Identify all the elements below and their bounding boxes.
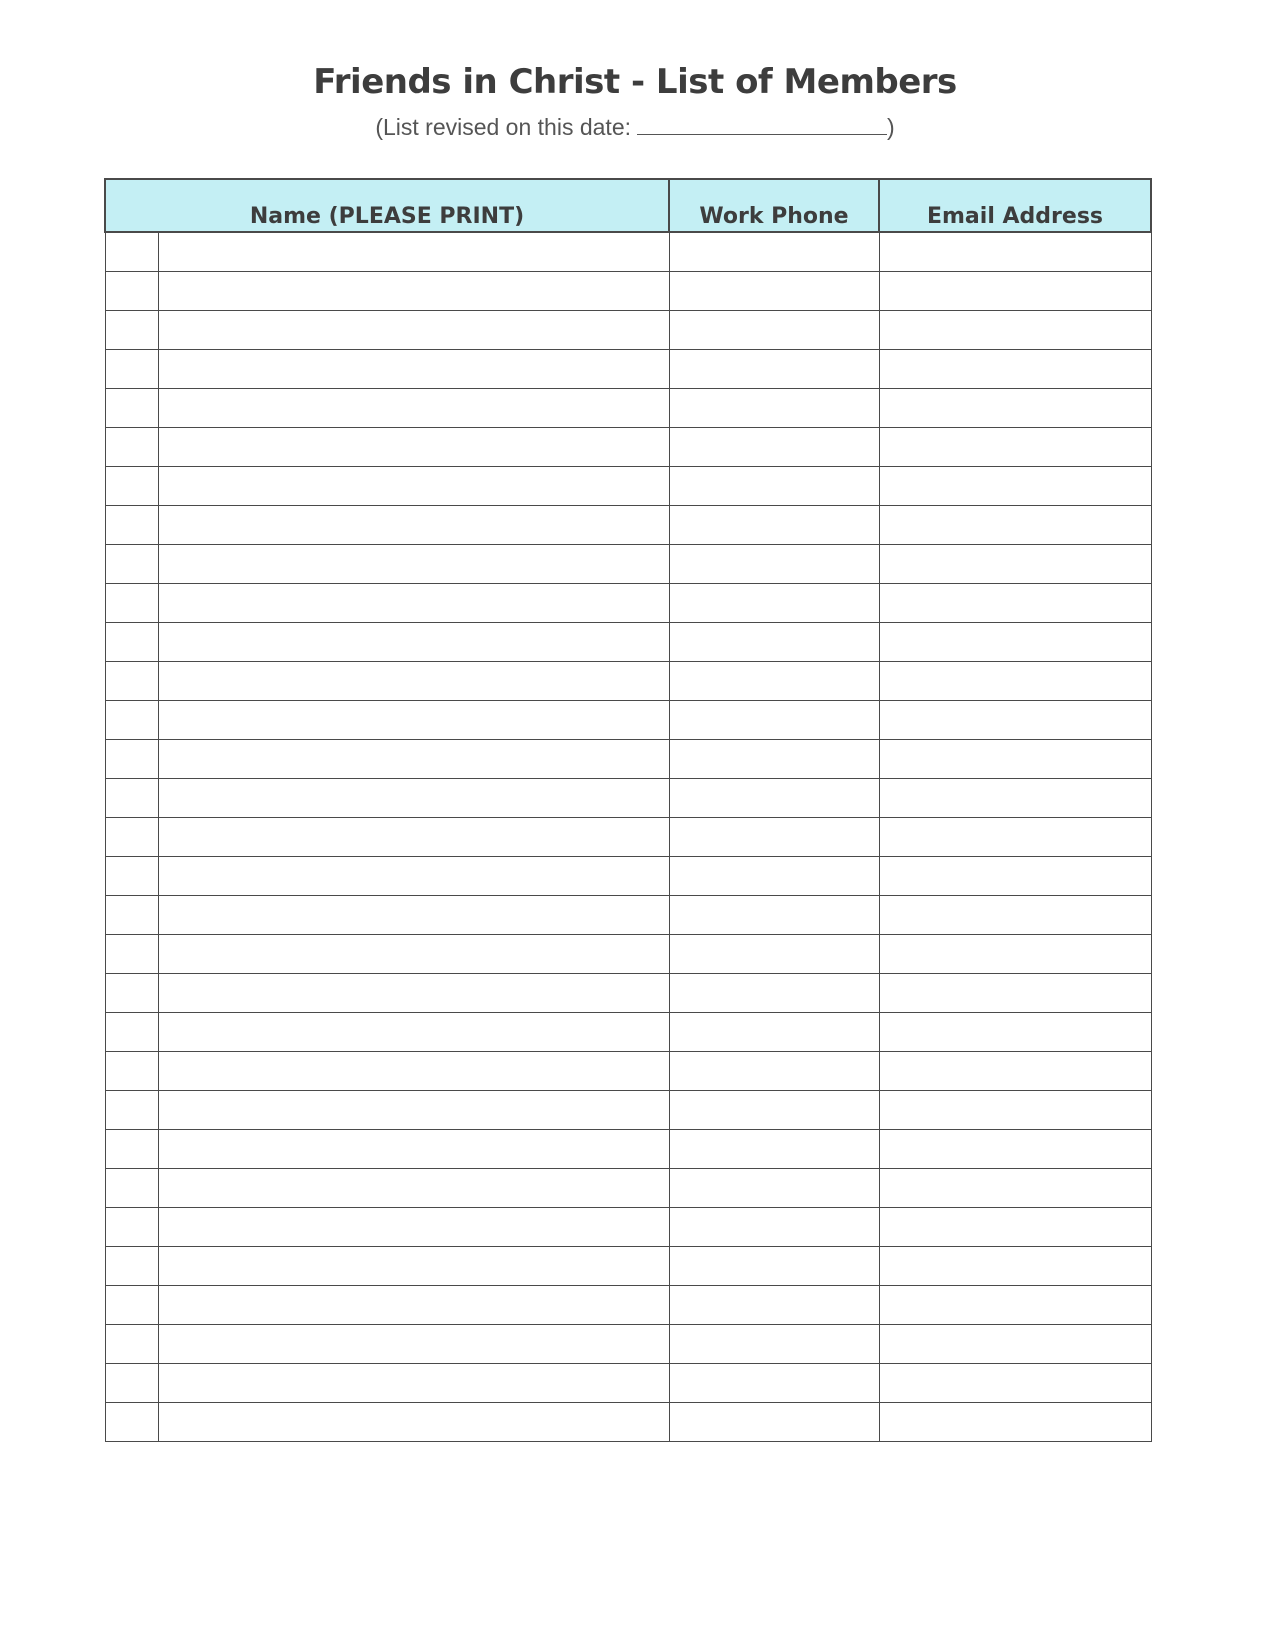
name-cell[interactable] bbox=[158, 1130, 669, 1169]
name-cell[interactable] bbox=[158, 701, 669, 740]
table-row bbox=[105, 1286, 1151, 1325]
members-table bbox=[104, 178, 1152, 1442]
email-cell[interactable] bbox=[879, 311, 1151, 350]
email-cell[interactable] bbox=[879, 1013, 1151, 1052]
email-cell[interactable] bbox=[879, 701, 1151, 740]
row-number-cell bbox=[105, 701, 158, 740]
name-cell[interactable] bbox=[158, 1013, 669, 1052]
name-cell[interactable] bbox=[158, 1169, 669, 1208]
name-cell[interactable] bbox=[158, 272, 669, 311]
name-cell[interactable] bbox=[158, 467, 669, 506]
work-phone-cell[interactable] bbox=[669, 935, 879, 974]
row-number-cell bbox=[105, 1286, 158, 1325]
email-cell[interactable] bbox=[879, 1091, 1151, 1130]
table-row bbox=[105, 1325, 1151, 1364]
table-row bbox=[105, 779, 1151, 818]
row-number-cell bbox=[105, 896, 158, 935]
column-header-email: Email Address bbox=[879, 179, 1151, 232]
table-header-row bbox=[105, 179, 1151, 232]
row-number-cell bbox=[105, 857, 158, 896]
row-number-cell bbox=[105, 545, 158, 584]
table-row bbox=[105, 1091, 1151, 1130]
table-row bbox=[105, 428, 1151, 467]
name-cell[interactable] bbox=[158, 1208, 669, 1247]
row-number-cell bbox=[105, 1052, 158, 1091]
name-cell[interactable] bbox=[158, 584, 669, 623]
table-row bbox=[105, 311, 1151, 350]
name-cell[interactable] bbox=[158, 935, 669, 974]
work-phone-cell[interactable] bbox=[669, 701, 879, 740]
work-phone-cell[interactable] bbox=[669, 1013, 879, 1052]
row-number-cell bbox=[105, 1403, 158, 1442]
email-cell[interactable] bbox=[879, 1052, 1151, 1091]
row-number-cell bbox=[105, 1169, 158, 1208]
email-cell[interactable] bbox=[879, 1169, 1151, 1208]
name-cell[interactable] bbox=[158, 428, 669, 467]
table-row bbox=[105, 740, 1151, 779]
table-row bbox=[105, 1052, 1151, 1091]
name-cell[interactable] bbox=[158, 857, 669, 896]
email-cell[interactable] bbox=[879, 779, 1151, 818]
table-row bbox=[105, 1130, 1151, 1169]
table-row bbox=[105, 818, 1151, 857]
table-row bbox=[105, 935, 1151, 974]
row-number-cell bbox=[105, 350, 158, 389]
work-phone-cell[interactable] bbox=[669, 350, 879, 389]
name-cell[interactable] bbox=[158, 350, 669, 389]
work-phone-cell[interactable] bbox=[669, 896, 879, 935]
table-row bbox=[105, 623, 1151, 662]
table-row bbox=[105, 1208, 1151, 1247]
work-phone-cell[interactable] bbox=[669, 311, 879, 350]
name-cell[interactable] bbox=[158, 232, 669, 272]
work-phone-cell[interactable] bbox=[669, 584, 879, 623]
row-number-cell bbox=[105, 272, 158, 311]
row-number-cell bbox=[105, 1013, 158, 1052]
row-number-cell bbox=[105, 428, 158, 467]
row-number-cell bbox=[105, 623, 158, 662]
work-phone-cell[interactable] bbox=[669, 1403, 879, 1442]
row-number-cell bbox=[105, 1130, 158, 1169]
table-row bbox=[105, 1403, 1151, 1442]
row-number-cell bbox=[105, 311, 158, 350]
member-rows bbox=[105, 232, 1151, 1442]
email-cell[interactable] bbox=[879, 662, 1151, 701]
row-number-cell bbox=[105, 389, 158, 428]
work-phone-cell[interactable] bbox=[669, 272, 879, 311]
email-cell[interactable] bbox=[879, 740, 1151, 779]
work-phone-cell[interactable] bbox=[669, 818, 879, 857]
row-number-cell bbox=[105, 740, 158, 779]
work-phone-cell[interactable] bbox=[669, 1286, 879, 1325]
work-phone-cell[interactable] bbox=[669, 506, 879, 545]
table-row bbox=[105, 1364, 1151, 1403]
work-phone-cell[interactable] bbox=[669, 740, 879, 779]
name-cell[interactable] bbox=[158, 1091, 669, 1130]
work-phone-cell[interactable] bbox=[669, 428, 879, 467]
email-cell[interactable] bbox=[879, 1364, 1151, 1403]
name-cell[interactable] bbox=[158, 1286, 669, 1325]
name-cell[interactable] bbox=[158, 506, 669, 545]
email-cell[interactable] bbox=[879, 1130, 1151, 1169]
row-number-cell bbox=[105, 467, 158, 506]
name-cell[interactable] bbox=[158, 818, 669, 857]
row-number-cell bbox=[105, 935, 158, 974]
email-cell[interactable] bbox=[879, 428, 1151, 467]
row-number-cell bbox=[105, 779, 158, 818]
work-phone-cell[interactable] bbox=[669, 389, 879, 428]
email-cell[interactable] bbox=[879, 857, 1151, 896]
members-table-container bbox=[104, 178, 1150, 1442]
email-cell[interactable] bbox=[879, 818, 1151, 857]
email-cell[interactable] bbox=[879, 1208, 1151, 1247]
email-cell[interactable] bbox=[879, 232, 1151, 272]
table-row bbox=[105, 896, 1151, 935]
row-number-cell bbox=[105, 232, 158, 272]
work-phone-cell[interactable] bbox=[669, 1169, 879, 1208]
work-phone-cell[interactable] bbox=[669, 467, 879, 506]
name-cell[interactable] bbox=[158, 1364, 669, 1403]
revision-date-label: (List revised on this date: bbox=[375, 114, 631, 140]
work-phone-cell[interactable] bbox=[669, 1208, 879, 1247]
email-cell[interactable] bbox=[879, 545, 1151, 584]
work-phone-cell[interactable] bbox=[669, 1130, 879, 1169]
email-cell[interactable] bbox=[879, 389, 1151, 428]
row-number-cell bbox=[105, 662, 158, 701]
name-cell[interactable] bbox=[158, 389, 669, 428]
email-cell[interactable] bbox=[879, 1286, 1151, 1325]
work-phone-cell[interactable] bbox=[669, 1091, 879, 1130]
row-number-cell bbox=[105, 1091, 158, 1130]
row-number-cell bbox=[105, 1247, 158, 1286]
name-cell[interactable] bbox=[158, 545, 669, 584]
row-number-cell bbox=[105, 584, 158, 623]
table-row bbox=[105, 350, 1151, 389]
row-number-cell bbox=[105, 506, 158, 545]
work-phone-cell[interactable] bbox=[669, 1247, 879, 1286]
name-cell[interactable] bbox=[158, 779, 669, 818]
name-cell[interactable] bbox=[158, 662, 669, 701]
column-header-work-phone: Work Phone bbox=[669, 179, 879, 232]
email-cell[interactable] bbox=[879, 935, 1151, 974]
work-phone-cell[interactable] bbox=[669, 232, 879, 272]
table-row bbox=[105, 272, 1151, 311]
name-cell[interactable] bbox=[158, 740, 669, 779]
name-cell[interactable] bbox=[158, 1247, 669, 1286]
name-cell[interactable] bbox=[158, 896, 669, 935]
table-row bbox=[105, 584, 1151, 623]
work-phone-cell[interactable] bbox=[669, 857, 879, 896]
name-cell[interactable] bbox=[158, 1052, 669, 1091]
name-cell[interactable] bbox=[158, 1325, 669, 1364]
email-cell[interactable] bbox=[879, 896, 1151, 935]
table-row bbox=[105, 232, 1151, 272]
row-number-cell bbox=[105, 1364, 158, 1403]
name-cell[interactable] bbox=[158, 1403, 669, 1442]
email-cell[interactable] bbox=[879, 1247, 1151, 1286]
row-number-cell bbox=[105, 1325, 158, 1364]
name-cell[interactable] bbox=[158, 311, 669, 350]
revision-date-line bbox=[0, 112, 1270, 141]
email-cell[interactable] bbox=[879, 623, 1151, 662]
email-cell[interactable] bbox=[879, 1325, 1151, 1364]
row-number-cell bbox=[105, 1208, 158, 1247]
table-row bbox=[105, 1013, 1151, 1052]
work-phone-cell[interactable] bbox=[669, 545, 879, 584]
email-cell[interactable] bbox=[879, 350, 1151, 389]
table-row bbox=[105, 389, 1151, 428]
row-number-cell bbox=[105, 818, 158, 857]
revision-date-field[interactable] bbox=[637, 112, 887, 135]
email-cell[interactable] bbox=[879, 1403, 1151, 1442]
email-cell[interactable] bbox=[879, 506, 1151, 545]
email-cell[interactable] bbox=[879, 272, 1151, 311]
email-cell[interactable] bbox=[879, 974, 1151, 1013]
column-header-name: Name (PLEASE PRINT) bbox=[105, 179, 669, 232]
table-row bbox=[105, 701, 1151, 740]
work-phone-cell[interactable] bbox=[669, 779, 879, 818]
email-cell[interactable] bbox=[879, 467, 1151, 506]
table-row bbox=[105, 974, 1151, 1013]
work-phone-cell[interactable] bbox=[669, 1364, 879, 1403]
name-cell[interactable] bbox=[158, 974, 669, 1013]
table-row bbox=[105, 1247, 1151, 1286]
row-number-cell bbox=[105, 974, 158, 1013]
work-phone-cell[interactable] bbox=[669, 1052, 879, 1091]
table-row bbox=[105, 467, 1151, 506]
page-title: Friends in Christ - List of Members bbox=[313, 62, 957, 102]
table-row bbox=[105, 662, 1151, 701]
table-row bbox=[105, 506, 1151, 545]
name-cell[interactable] bbox=[158, 623, 669, 662]
work-phone-cell[interactable] bbox=[669, 974, 879, 1013]
work-phone-cell[interactable] bbox=[669, 1325, 879, 1364]
email-cell[interactable] bbox=[879, 584, 1151, 623]
table-row bbox=[105, 1169, 1151, 1208]
table-row bbox=[105, 545, 1151, 584]
table-row bbox=[105, 857, 1151, 896]
work-phone-cell[interactable] bbox=[669, 662, 879, 701]
work-phone-cell[interactable] bbox=[669, 623, 879, 662]
revision-date-close: ) bbox=[887, 114, 895, 140]
